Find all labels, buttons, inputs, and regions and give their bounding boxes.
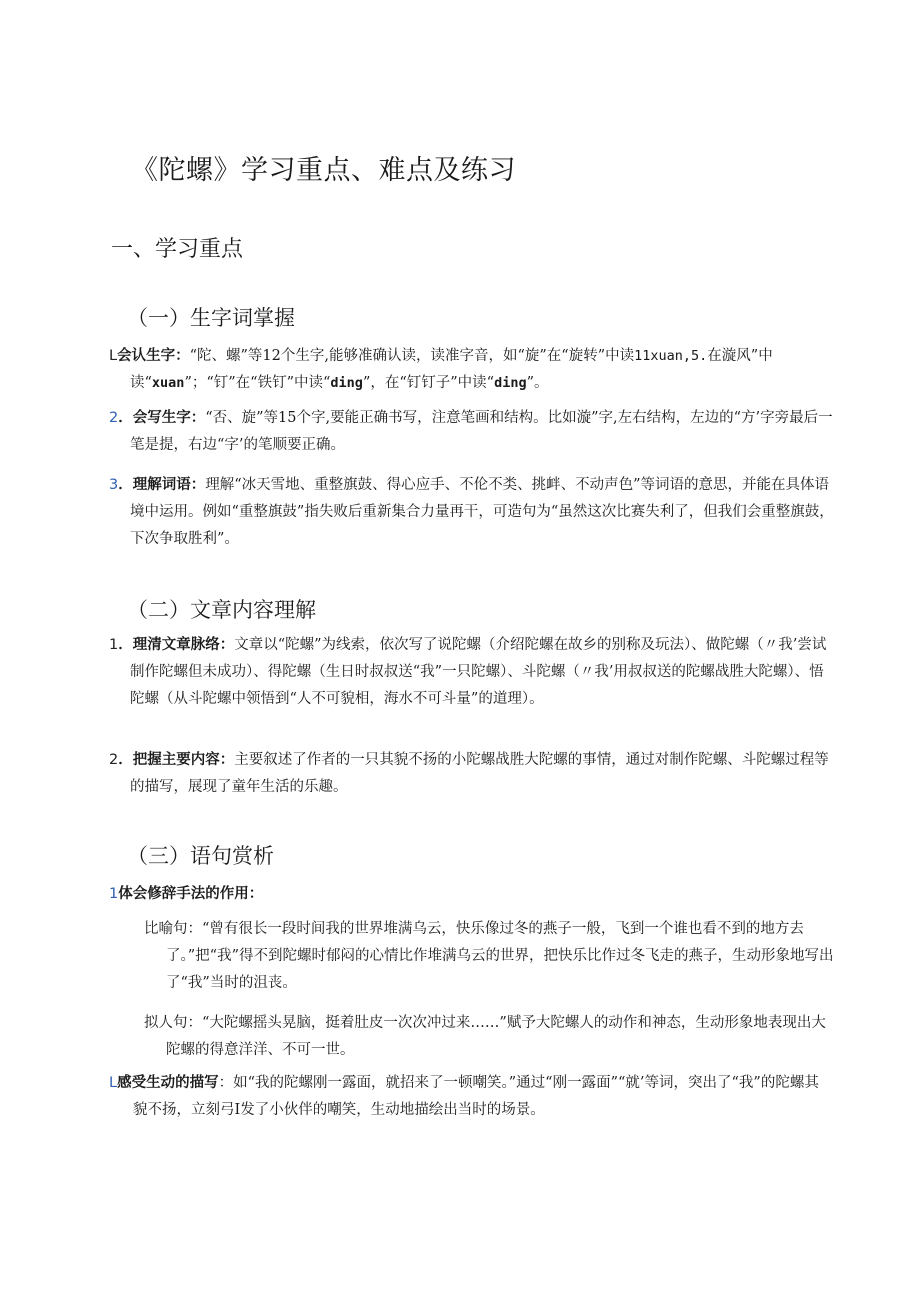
section-heading-key-points: 一、学习重点 bbox=[111, 237, 244, 262]
list-item-vivid-description bbox=[109, 1070, 833, 1124]
list-item-text: 文章以“陀螺”为线索，依次写了说陀螺（介绍陀螺在故乡的别称及玩法）、做陀螺（〃我’尝试制作陀螺但未成功）、得陀螺（生日时叔叔送“我”一只陀螺）、斗陀螺（〃我’用叔叔送的陀螺战胜大陀螺）、悟陀螺（从斗陀螺中领悟到“人不可貌相，海水不可斗量”的道理）。 bbox=[130, 637, 827, 707]
list-item-number: 1 bbox=[109, 886, 119, 902]
list-item-recognize-characters bbox=[109, 343, 835, 397]
subsection-heading-sentence-analysis: （三）语句赏析 bbox=[127, 844, 274, 868]
pinyin-text: ding bbox=[330, 375, 363, 391]
list-item-number: L bbox=[109, 1075, 118, 1091]
list-item-label: ．理清文章脉络： bbox=[118, 637, 235, 653]
list-item-text: ”，在“钉钉子”中读“ bbox=[362, 375, 495, 391]
list-item-understand-words bbox=[109, 472, 835, 553]
list-item-number: 2 bbox=[109, 410, 119, 426]
subsection-heading-content: （二）文章内容理解 bbox=[127, 598, 316, 622]
subsection-heading-vocabulary: （一）生字词掌握 bbox=[127, 306, 295, 330]
list-item-text: 在漩风”中读“ bbox=[130, 348, 773, 391]
pinyin-text: ding bbox=[494, 375, 527, 391]
document-title: 《陀螺》学习重点、难点及练习 bbox=[131, 155, 516, 186]
list-item-number: 1 bbox=[109, 637, 119, 653]
list-item-main-content bbox=[109, 747, 835, 801]
list-item-text: ”。 bbox=[526, 375, 549, 391]
list-item-text: 理解“冰天雪地、重整旗鼓、得心应手、不伦不类、挑衅、不动声色”等词语的意思，并能在具体语境中运用。例如“重整旗鼓”指失败后重新集合力量再干，可造句为“虽然这次比赛失利了，但我们会重整旗鼓，下次争取胜利”。 bbox=[130, 477, 834, 547]
pinyin-text: xuan bbox=[151, 375, 185, 391]
list-item-article-structure bbox=[109, 632, 835, 713]
list-item-text: ：如“我的陀螺刚一露面，就招来了一顿嘲笑。”通过“刚一露面”“就’等词，突出了“我”的陀螺其貌不扬，立刻弓I发了小伙伴的嘲笑，生动地描绘出当时的场景。 bbox=[133, 1075, 819, 1118]
list-item-write-characters bbox=[109, 405, 835, 459]
list-item-text: “否、旋”等15个字,要能正确书写，注意笔画和结构。比如漩”字,左右结构，左边的“方’字旁最后一笔是提，右边“字’的笔顺要正确。 bbox=[130, 410, 833, 453]
list-item-number: 3 bbox=[109, 477, 119, 493]
pinyin-text: 11xuan,5. bbox=[634, 348, 708, 364]
list-item-label: ．会写生字： bbox=[118, 410, 206, 426]
list-item-label: 会认生字： bbox=[117, 348, 190, 364]
list-item-text: “陀、螺”等12个生字,能够准确认读，读准字音，如“旋”在“旋转”中读 bbox=[189, 348, 635, 364]
simile-sentence: 比喻句：“曾有很长一段时间我的世界堆满乌云，快乐像过冬的燕子一般，飞到一个谁也看不到的地方去了。”把“我”得不到陀螺时郁闷的心情比作堆满乌云的世界，把快乐比作过冬飞走的燕子，生动形象地写出了“我”当时的沮丧。 bbox=[144, 921, 834, 991]
list-item-label: ．理解词语： bbox=[118, 477, 206, 493]
list-item-number: 2 bbox=[109, 752, 119, 768]
rhetoric-heading bbox=[109, 882, 263, 906]
list-item-text: ”；“钉”在“铁钉”中读“ bbox=[184, 375, 331, 391]
list-item-number: L bbox=[109, 348, 118, 364]
personification-sentence: 拟人句：“大陀螺摇头晃脑，挺着肚皮一次次冲过来……”赋予大陀螺人的动作和神态，生动形象地表现出大陀螺的得意洋洋、不可一世。 bbox=[144, 1015, 826, 1058]
list-item-label: ．把握主要内容： bbox=[118, 752, 235, 768]
list-item-label: 感受生动的描写 bbox=[117, 1075, 219, 1091]
list-item-text: 主要叙述了作者的一只其貌不扬的小陀螺战胜大陀螺的事情，通过对制作陀螺、斗陀螺过程等的描写，展现了童年生活的乐趣。 bbox=[130, 752, 829, 795]
list-item-label: 体会修辞手法的作用： bbox=[118, 886, 264, 902]
